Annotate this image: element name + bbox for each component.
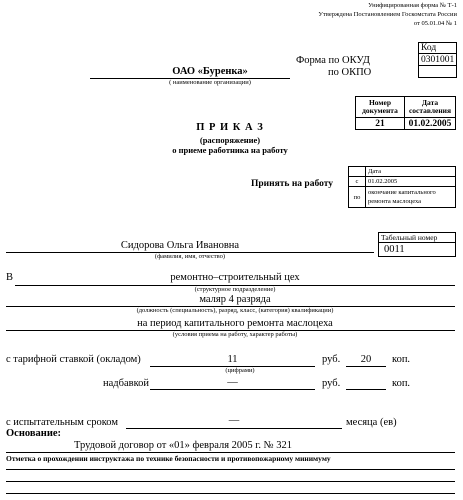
org-name: ОАО «Буренка»: [172, 66, 248, 77]
form-header-line2: Утверждена Постановлением Госкомстата России: [318, 11, 457, 18]
salary-kop-label: коп.: [392, 354, 411, 365]
dept-value: ремонтно–строительный цех: [170, 272, 300, 283]
hire-to-value: окончание капитального ремонта маслоцеха: [366, 187, 456, 208]
salary-rub-label: руб.: [322, 354, 341, 365]
tab-number-header: Табельный номер: [379, 233, 456, 243]
org-caption: ( наименование организации): [169, 79, 251, 86]
salary-kop-value: 20: [360, 354, 372, 365]
employee-name: Сидорова Ольга Ивановна: [120, 240, 240, 251]
tab-number-box: [378, 232, 456, 257]
bonus-kop-label: коп.: [392, 378, 411, 389]
basis-value: Трудовой договор от «01» февраля 2005 г. № 321: [74, 440, 293, 451]
dept-caption: (структурное подразделение): [194, 286, 276, 293]
order-description: о приеме работника на работу: [172, 145, 288, 155]
trial-unit: месяца (ев): [346, 417, 397, 428]
bonus-value: —: [227, 377, 238, 388]
doc-date-header: Дата составления: [405, 97, 456, 118]
bonus-kop-line: [346, 389, 386, 390]
tab-number-value: 0011: [379, 243, 456, 257]
instruction-line-3: [6, 493, 455, 494]
position-caption: (должность (специальность), разряд, класс, (категория) квалификации): [136, 307, 334, 314]
okud-label: Форма по ОКУД: [296, 55, 370, 66]
trial-value: —: [228, 415, 240, 426]
doc-number-value: 21: [356, 118, 405, 130]
instruction-line-1: [6, 469, 455, 470]
conditions-value: на период капитального ремонта маслоцеха: [137, 318, 333, 329]
hire-date-header: Дата: [366, 167, 456, 177]
hire-to-label: по: [349, 187, 366, 208]
order-subtitle: (распоряжение): [199, 135, 261, 145]
okpo-label: по ОКПО: [328, 67, 372, 78]
instruction-line-2: [6, 481, 455, 482]
hire-from-value: 01.02.2005: [366, 177, 456, 187]
order-title: П Р И К А З: [196, 122, 264, 133]
form-header-line3: от 05.01.04 № 1: [413, 20, 457, 27]
employee-caption: (фамилия, имя, отчество): [154, 253, 226, 260]
basis-label: Основание:: [6, 428, 62, 439]
okpo-code: [419, 66, 457, 78]
hire-label: Принять на работу: [251, 179, 333, 189]
bonus-rub-line: [150, 389, 315, 390]
code-box: [418, 42, 457, 78]
salary-caption: (цифрами): [225, 367, 255, 374]
bonus-rub-label: руб.: [322, 378, 341, 389]
salary-rub-value: 11: [227, 354, 238, 365]
doc-number-header: Номер документа: [356, 97, 405, 118]
form-header-line1: Унифицированная форма № Т-1: [368, 2, 457, 9]
conditions-caption: (условия приема на работу, характер работы): [172, 331, 298, 338]
trial-line: [126, 428, 342, 429]
doc-date-value: 01.02.2005: [405, 118, 456, 130]
basis-line: [6, 452, 455, 453]
code-header: Код: [419, 43, 457, 54]
salary-kop-line: [346, 366, 386, 367]
hire-date-box: [348, 166, 456, 208]
trial-label: с испытательным сроком: [6, 417, 118, 428]
hire-from-label: с: [349, 177, 366, 187]
okud-code: 0301001: [419, 54, 457, 66]
doc-number-date-box: [355, 96, 456, 130]
dept-prefix: В: [6, 272, 14, 283]
bonus-label: надбавкой: [103, 378, 150, 389]
instruction-label: Отметка о прохождении инструктажа по технике безопасности и противопожарному минимуму: [6, 454, 331, 463]
position-value: маляр 4 разряда: [199, 294, 271, 305]
salary-label: с тарифной ставкой (окладом): [6, 354, 141, 365]
